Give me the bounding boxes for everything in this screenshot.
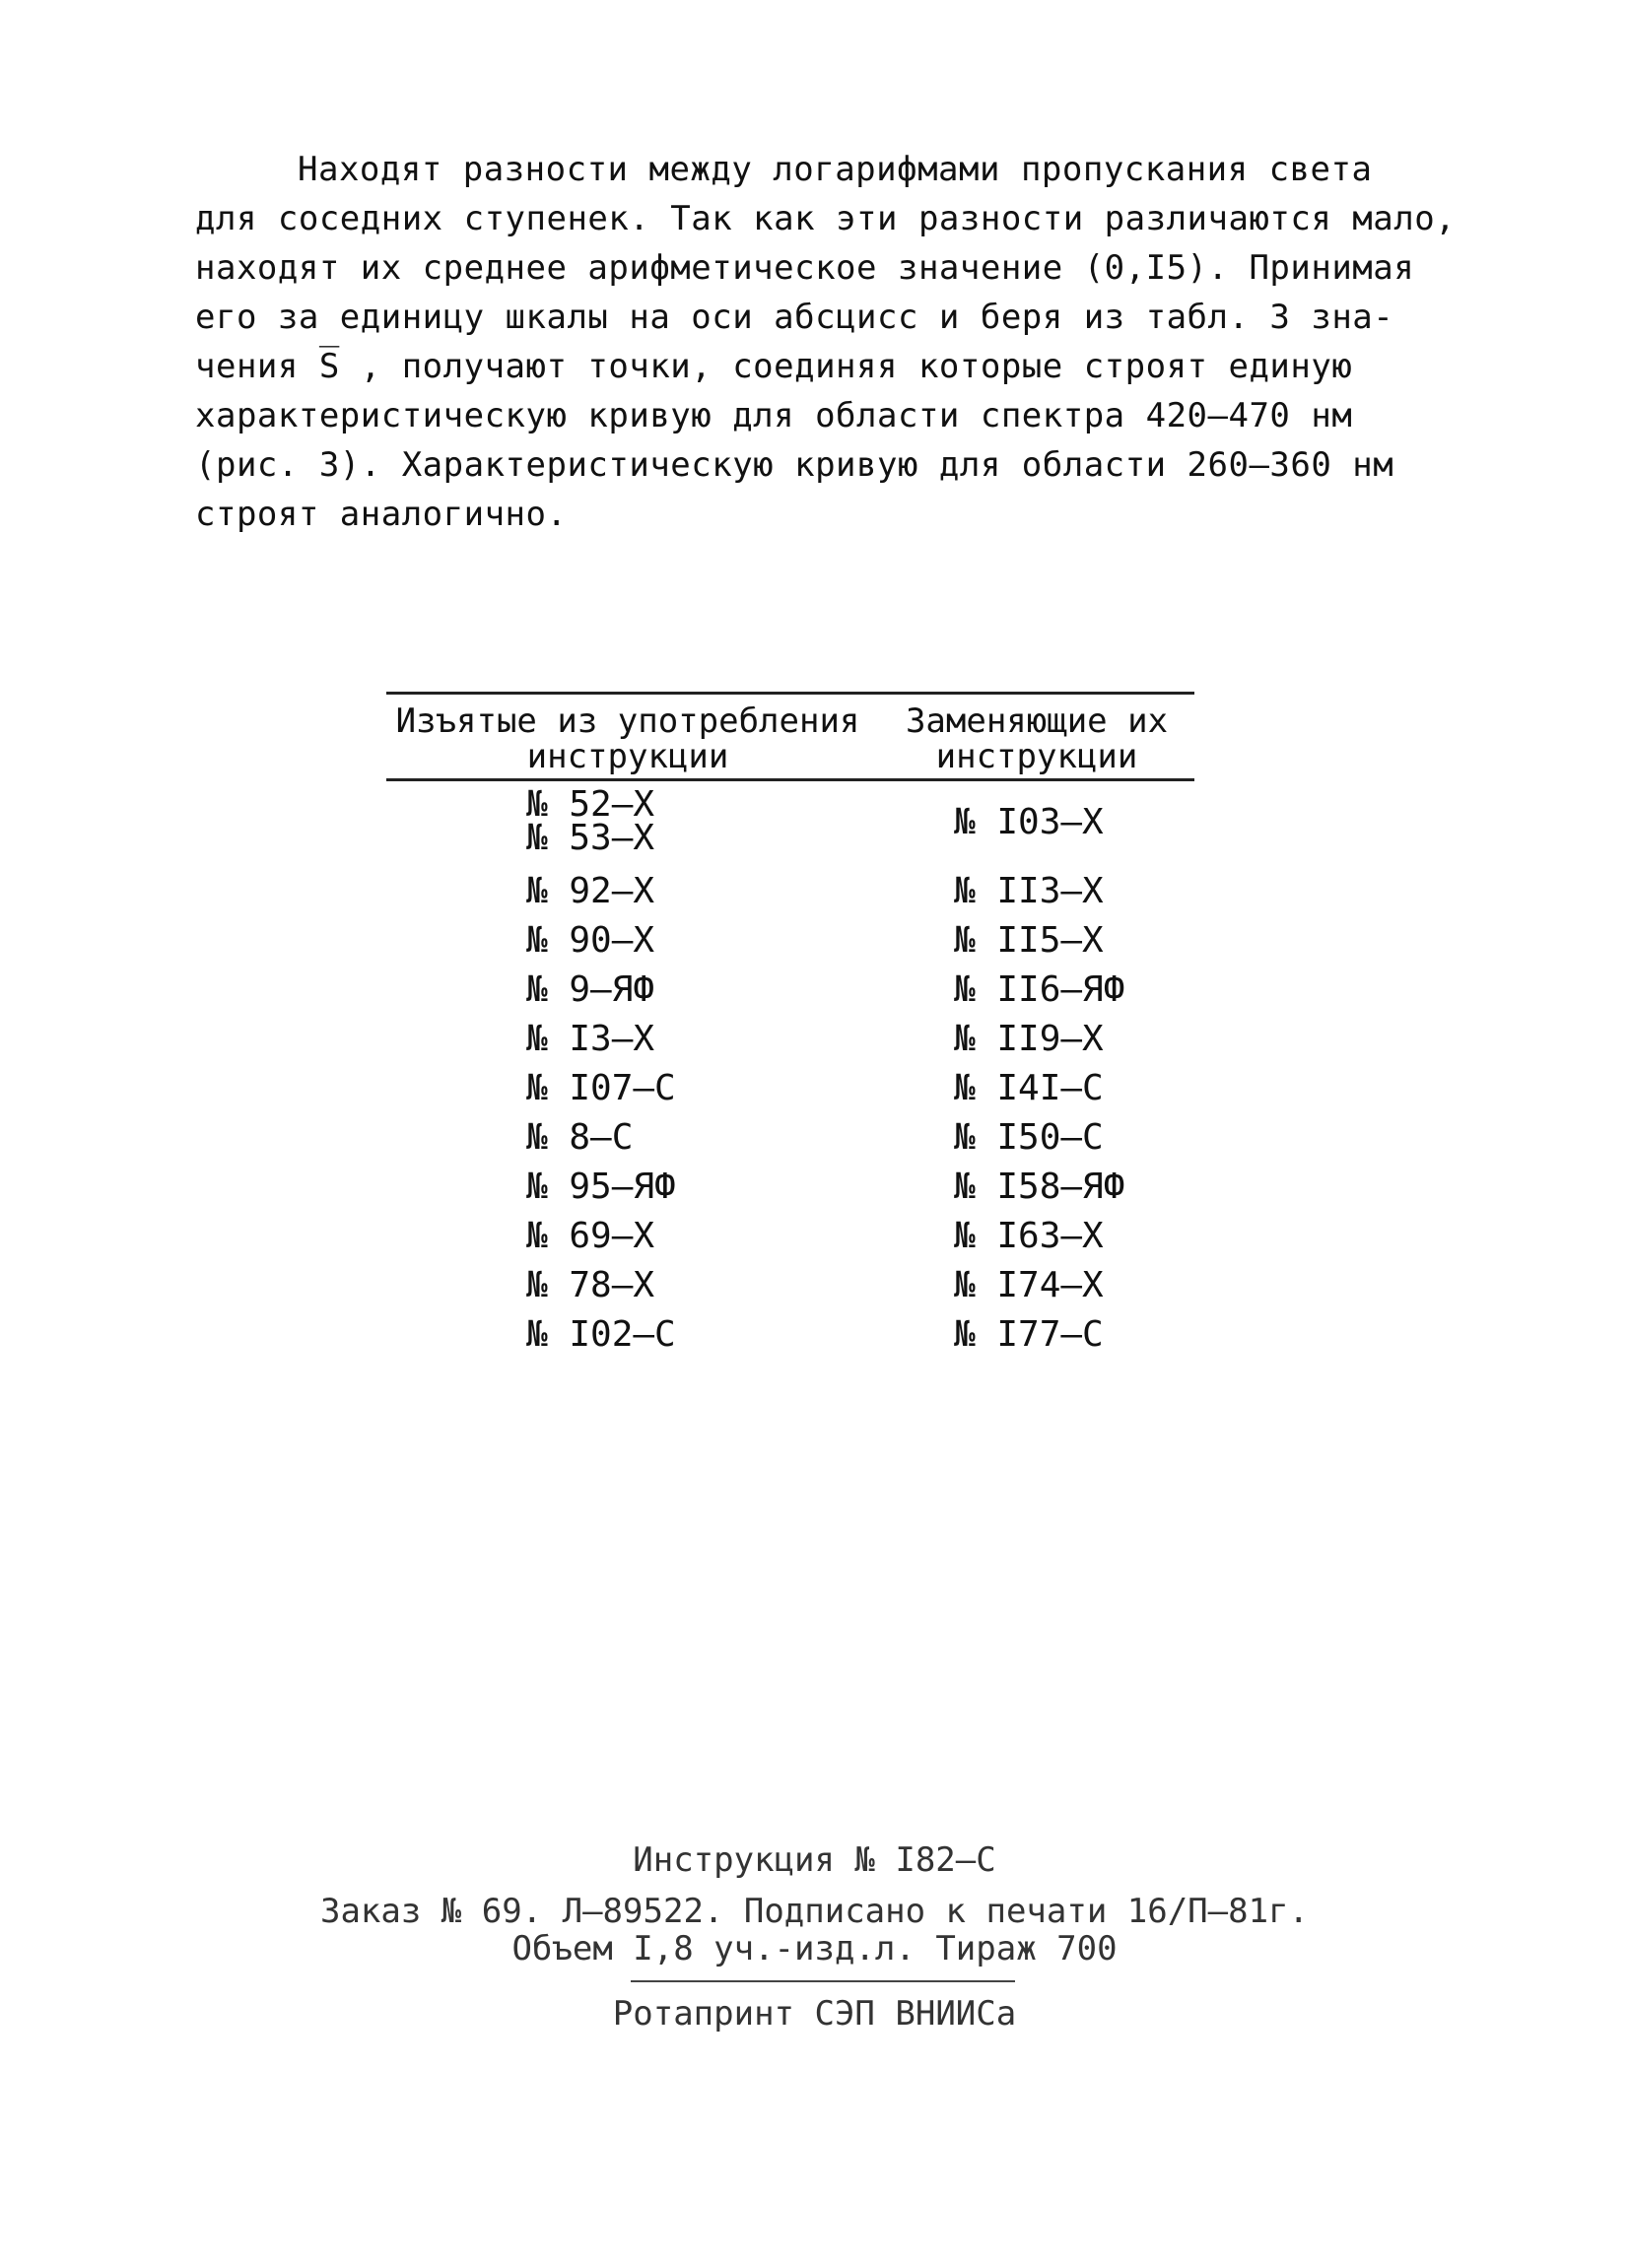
- header-replacing: Заменяющие их инструкции: [905, 701, 1169, 776]
- table-cell-withdrawn: № 95–ЯФ: [526, 1167, 676, 1207]
- table-cell-withdrawn: № 90–Х: [526, 920, 655, 961]
- table-header-rule: [386, 778, 1194, 781]
- table-cell-withdrawn: № I02–С: [526, 1314, 676, 1355]
- table-top-rule: [386, 692, 1194, 695]
- footer-instruction-title: Инструкция № I82–С: [633, 1840, 996, 1880]
- table-cell-replacing: № I74–Х: [954, 1265, 1104, 1305]
- table-cell-replacing: № I4I–С: [954, 1068, 1104, 1108]
- table-cell-withdrawn: № 52–Х: [526, 784, 655, 825]
- paragraph-line: находят их среднее арифметическое значение (0,I5). Принимая: [195, 248, 1415, 288]
- footer-order-line: Заказ № 69. Л–89522. Подписано к печати 16/П–81г.: [319, 1892, 1310, 1931]
- paragraph-line: его за единицу шкалы на оси абсцисс и беря из табл. 3 зна-: [195, 298, 1394, 337]
- paragraph-line: чения S̅ , получают точки, соединяя которые строят единую: [195, 347, 1353, 386]
- table-cell-replacing: № I58–ЯФ: [954, 1167, 1125, 1207]
- header-withdrawn: Изъятые из употребления инструкции: [395, 701, 860, 776]
- table-cell-withdrawn: № 9–ЯФ: [526, 969, 655, 1010]
- footer-divider: [631, 1980, 1015, 1982]
- paragraph-line: для соседних ступенек. Так как эти разности различаются мало,: [195, 199, 1457, 238]
- table-cell-replacing: № II5–Х: [954, 920, 1104, 961]
- table-cell-replacing: № I77–С: [954, 1314, 1104, 1355]
- paragraph-line: Находят разности между логарифмами пропускания света: [298, 150, 1373, 189]
- paragraph-line: (рис. 3). Характеристическую кривую для области 260–360 нм: [195, 445, 1394, 485]
- table-cell-withdrawn: № 92–Х: [526, 871, 655, 911]
- table-cell-withdrawn: № 69–Х: [526, 1216, 655, 1256]
- table-cell-withdrawn: № 8–С: [526, 1117, 634, 1158]
- paragraph-line: характеристическую кривую для области спектра 420–470 нм: [195, 396, 1353, 435]
- footer-printer-line: Ротапринт СЭП ВНИИСа: [612, 1994, 1017, 2034]
- table-cell-replacing: № I63–Х: [954, 1216, 1104, 1256]
- paragraph-line: строят аналогично.: [195, 495, 568, 534]
- table-cell-withdrawn: № 53–Х: [526, 818, 655, 858]
- table-cell-replacing: № I03–Х: [954, 802, 1104, 842]
- table-cell-withdrawn: № 78–Х: [526, 1265, 655, 1305]
- table-cell-withdrawn: № I3–Х: [526, 1019, 655, 1059]
- table-cell-replacing: № II6–ЯФ: [954, 969, 1125, 1010]
- table-cell-withdrawn: № I07–С: [526, 1068, 676, 1108]
- footer-volume-line: Объем I,8 уч.-изд.л. Тираж 700: [511, 1929, 1118, 1968]
- table-cell-replacing: № I50–С: [954, 1117, 1104, 1158]
- table-cell-replacing: № II9–Х: [954, 1019, 1104, 1059]
- table-cell-replacing: № II3–Х: [954, 871, 1104, 911]
